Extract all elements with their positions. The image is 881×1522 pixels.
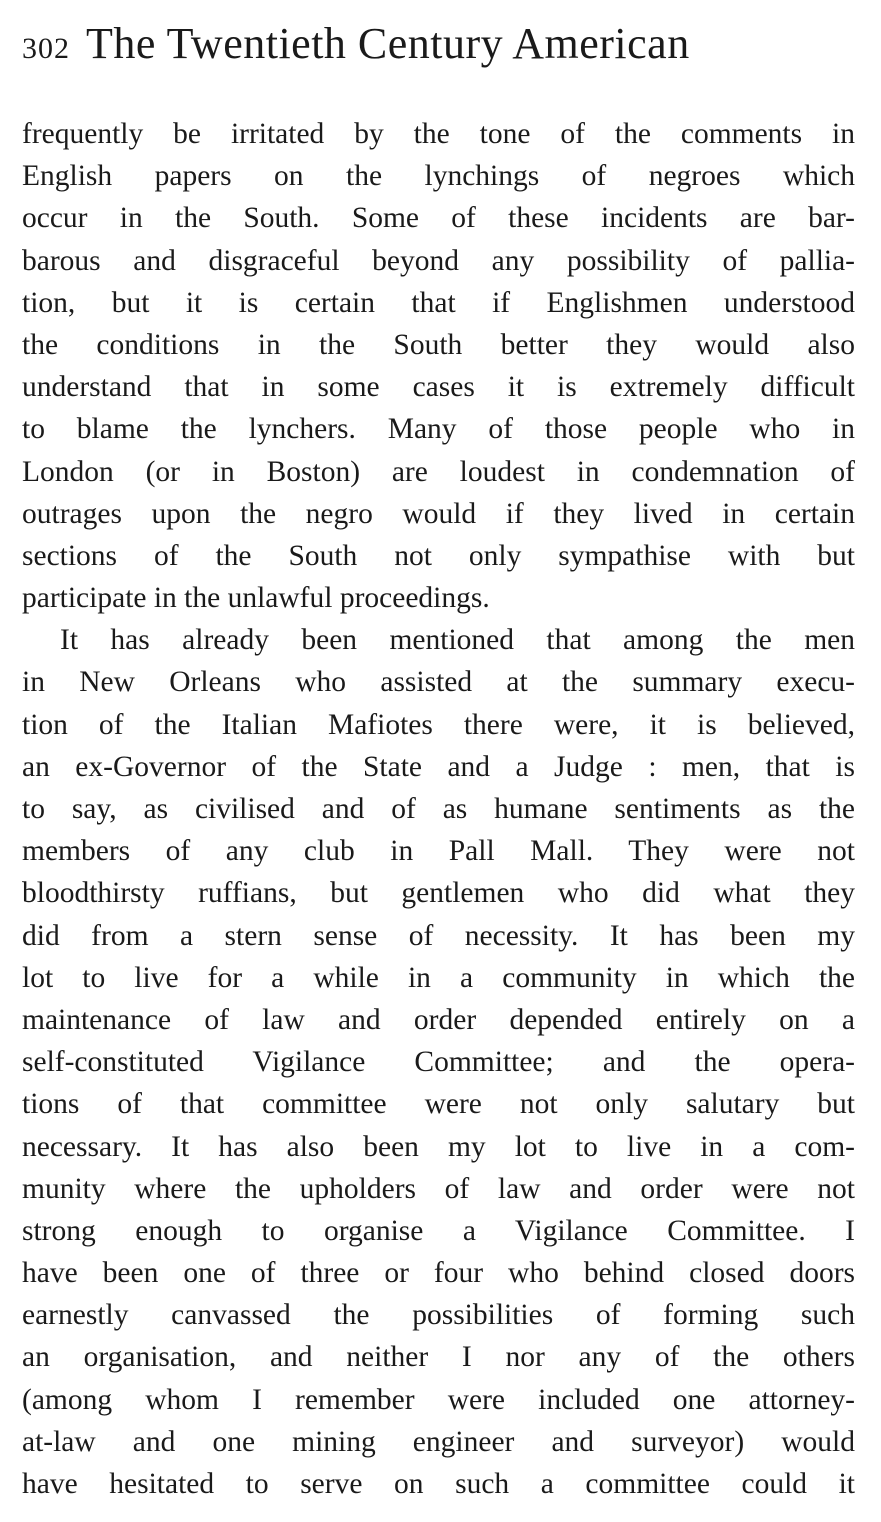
text-line: earnestly canvassed the possibilities of forming such (22, 1299, 855, 1332)
text-line: (among whom I remember were included one attorney- (22, 1383, 855, 1416)
text-line: lot to live for a while in a community in which the (22, 961, 855, 994)
text-line: strong enough to organise a Vigilance Committee. I (22, 1214, 855, 1247)
text-line: an organisation, and neither I nor any of the others (22, 1341, 855, 1374)
text-line: in New Orleans who assisted at the summary execu- (22, 666, 855, 699)
text-line: London (or in Boston) are loudest in condemnation of (22, 455, 855, 488)
text-line: outrages upon the negro would if they lived in certain (22, 497, 855, 530)
page-number: 302 (22, 32, 70, 65)
text-line: maintenance of law and order depended entirely on a (22, 1003, 855, 1036)
text-line: occur in the South. Some of these incidents are bar- (22, 202, 855, 235)
paragraph-2 (22, 619, 855, 1505)
text-line: frequently be irritated by the tone of the comments in (22, 118, 855, 150)
running-title: The Twentieth Century American (86, 19, 690, 68)
text-line: did from a stern sense of necessity. It has been my (22, 919, 855, 952)
text-line: an ex-Governor of the State and a Judge : men, that is (22, 750, 855, 783)
text-line: have been one of three or four who behind closed doors (22, 1257, 855, 1290)
text-line: have hesitated to serve on such a committee could it (22, 1468, 855, 1500)
text-line: to blame the lynchers. Many of those people who in (22, 413, 855, 446)
paragraph-1 (22, 113, 855, 619)
text-line: barous and disgraceful beyond any possibility of pallia- (22, 244, 855, 277)
text-line: tions of that committee were not only salutary but (22, 1088, 855, 1121)
text-line: tion, but it is certain that if Englishmen understood (22, 286, 855, 319)
text-line: English papers on the lynchings of negroes which (22, 160, 855, 193)
running-header (22, 18, 862, 78)
text-line: to say, as civilised and of as humane sentiments as the (22, 793, 855, 825)
text-line: participate in the unlawful proceedings. (22, 582, 490, 615)
text-line: sections of the South not only sympathise with but (22, 539, 855, 572)
text-line: tion of the Italian Mafiotes there were, it is believed, (22, 708, 855, 741)
text-line: the conditions in the South better they would also (22, 328, 855, 361)
text-line: necessary. It has also been my lot to live in a com- (22, 1130, 855, 1163)
text-line: munity where the upholders of law and order were not (22, 1172, 855, 1205)
text-line: at-law and one mining engineer and surveyor) would (22, 1425, 855, 1458)
text-line: It has already been mentioned that among the men (60, 624, 855, 657)
text-line: understand that in some cases it is extremely difficult (22, 371, 855, 404)
text-line: bloodthirsty ruffians, but gentlemen who did what they (22, 877, 855, 910)
text-body (22, 113, 855, 1505)
text-line: self-constituted Vigilance Committee; and the opera- (22, 1046, 855, 1079)
text-line: members of any club in Pall Mall. They were not (22, 835, 855, 868)
